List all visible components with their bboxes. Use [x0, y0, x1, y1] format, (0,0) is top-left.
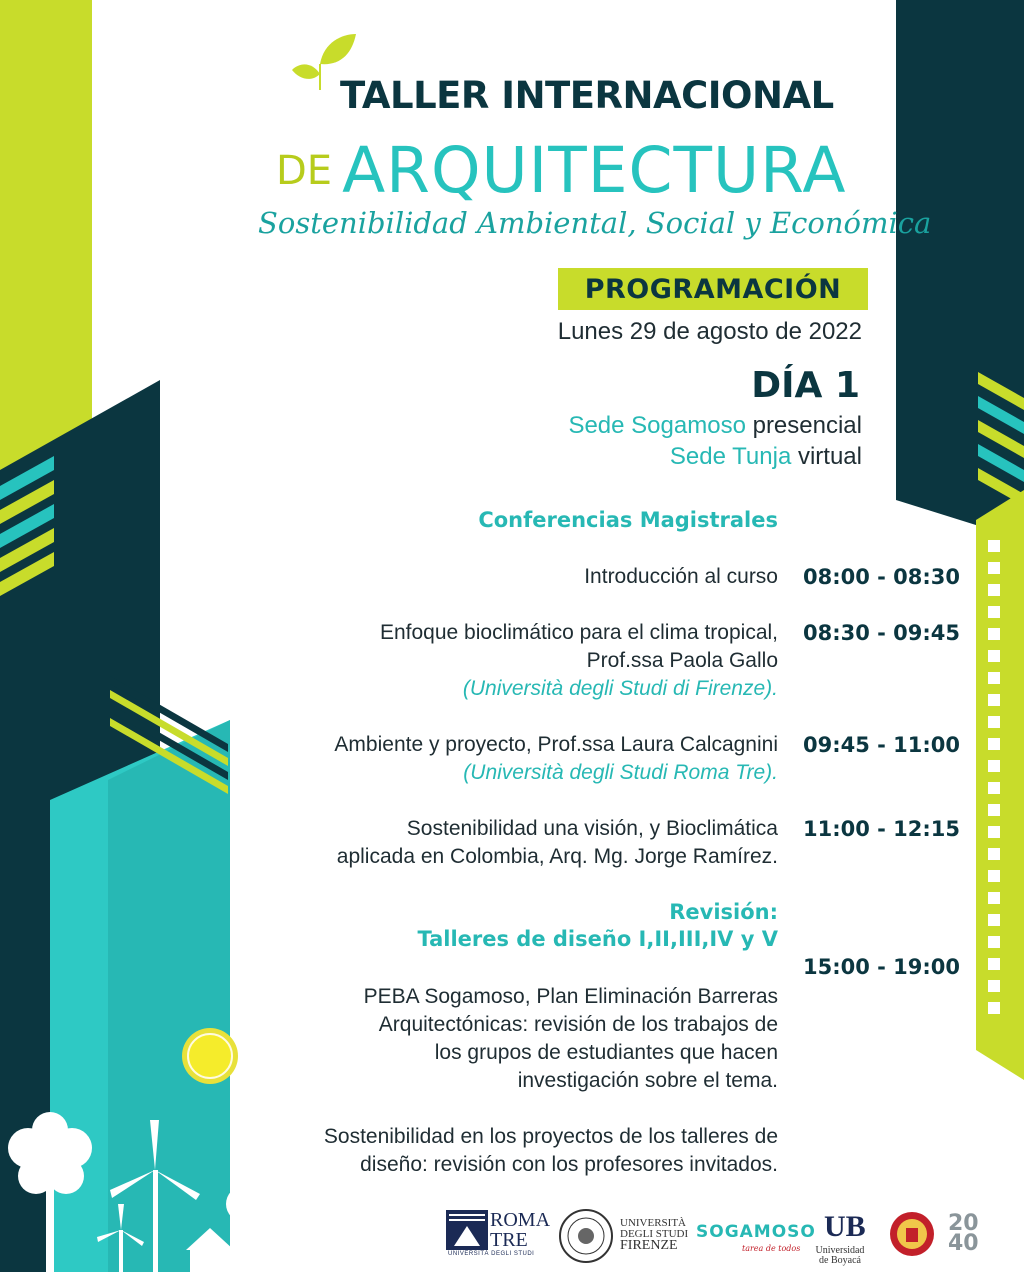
item-line: Sostenibilidad en los proyectos de los talleres de: [323, 1125, 778, 1148]
schedule-item: [337, 815, 778, 871]
revision-item: [324, 1123, 778, 1179]
program-badge: PROGRAMACIÓN: [558, 268, 868, 310]
item-line: Introducción al curso: [584, 565, 778, 588]
anniversary-logo: 20 40: [948, 1211, 979, 1256]
venue-mode: virtual: [797, 443, 862, 470]
sogamoso-logo: SOGAMOSO: [696, 1222, 816, 1242]
item-line: Ambiente y proyecto, Prof.ssa Laura Calcagnini: [334, 733, 778, 756]
ub-line: de Boyacá: [819, 1255, 861, 1266]
event-date: Lunes 29 de agosto de 2022: [557, 318, 862, 345]
firenze-line: FIRENZE: [620, 1238, 678, 1253]
title-prefix: DE: [276, 148, 333, 194]
schedule-item: [380, 619, 778, 703]
revision-item: [364, 983, 778, 1095]
schedule-time: 08:00 - 08:30: [802, 565, 960, 589]
ub-logo: UB: [824, 1210, 866, 1243]
roma-tre-logo: [446, 1209, 549, 1260]
day-label: DÍA 1: [751, 365, 860, 406]
revision-subheading: Talleres de diseño I,II,III,IV y V: [417, 927, 778, 951]
firenze-line: DEGLI STUDI: [620, 1228, 689, 1240]
title-line-1: TALLER INTERNACIONAL: [340, 74, 834, 117]
item-line: PEBA Sogamoso, Plan Eliminación Barreras: [363, 985, 778, 1008]
item-institution: (Università degli Studi di Firenze).: [462, 677, 778, 700]
section-revision: [417, 900, 778, 951]
item-line: Prof.ssa Paola Gallo: [586, 649, 778, 672]
schedule-item: [584, 563, 778, 591]
venue-sogamoso: [568, 412, 862, 440]
partner-logos: [440, 1204, 1015, 1268]
item-line: Enfoque bioclimático para el clima tropical,: [379, 621, 778, 644]
title-line-2: [276, 134, 846, 207]
schedule-time: 09:45 - 11:00: [802, 733, 960, 757]
subtitle: Sostenibilidad Ambiental, Social y Económica: [258, 206, 932, 240]
venue-tunja: [670, 443, 862, 471]
item-institution: (Università degli Studi Roma Tre).: [463, 761, 778, 784]
venue-mode: presencial: [752, 412, 862, 439]
revision-heading: Revisión:: [669, 900, 778, 924]
roma-tre-emblem-icon: [446, 1210, 488, 1250]
section-conferencias: Conferencias Magistrales: [478, 508, 778, 532]
roma-tre-subtitle: UNIVERSITÀ DEGLI STUDI: [448, 1251, 535, 1257]
schedule-time: 11:00 - 12:15: [802, 817, 960, 841]
item-line: aplicada en Colombia, Arq. Mg. Jorge Ramírez.: [336, 845, 778, 868]
roma-tre-name: ROMA TRE: [490, 1209, 549, 1251]
sogamoso-tagline: tarea de todos: [742, 1244, 801, 1253]
item-line: Arquitectónicas: revisión de los trabajos de: [378, 1013, 778, 1036]
item-line: investigación sobre el tema.: [517, 1069, 778, 1092]
schedule-time: 08:30 - 09:45: [802, 621, 960, 645]
accreditation-seal-icon: [888, 1210, 936, 1262]
item-line: diseño: revisión con los profesores invitados.: [360, 1153, 778, 1176]
venue-name: Sede Sogamoso: [568, 412, 746, 439]
venue-name: Sede Tunja: [669, 443, 792, 470]
schedule-item: [334, 731, 778, 787]
item-line: Sostenibilidad una visión, y Bioclimática: [406, 817, 778, 840]
firenze-seal-icon: [558, 1208, 614, 1264]
title-main: ARQUITECTURA: [342, 134, 847, 207]
ub-name: [812, 1246, 868, 1266]
firenze-name: [620, 1218, 688, 1251]
revision-time: 15:00 - 19:00: [802, 955, 960, 979]
item-line: los grupos de estudiantes que hacen: [434, 1041, 778, 1064]
firenze-line: UNIVERSITÀ: [620, 1217, 686, 1229]
ub-line: Universidad: [815, 1245, 865, 1256]
